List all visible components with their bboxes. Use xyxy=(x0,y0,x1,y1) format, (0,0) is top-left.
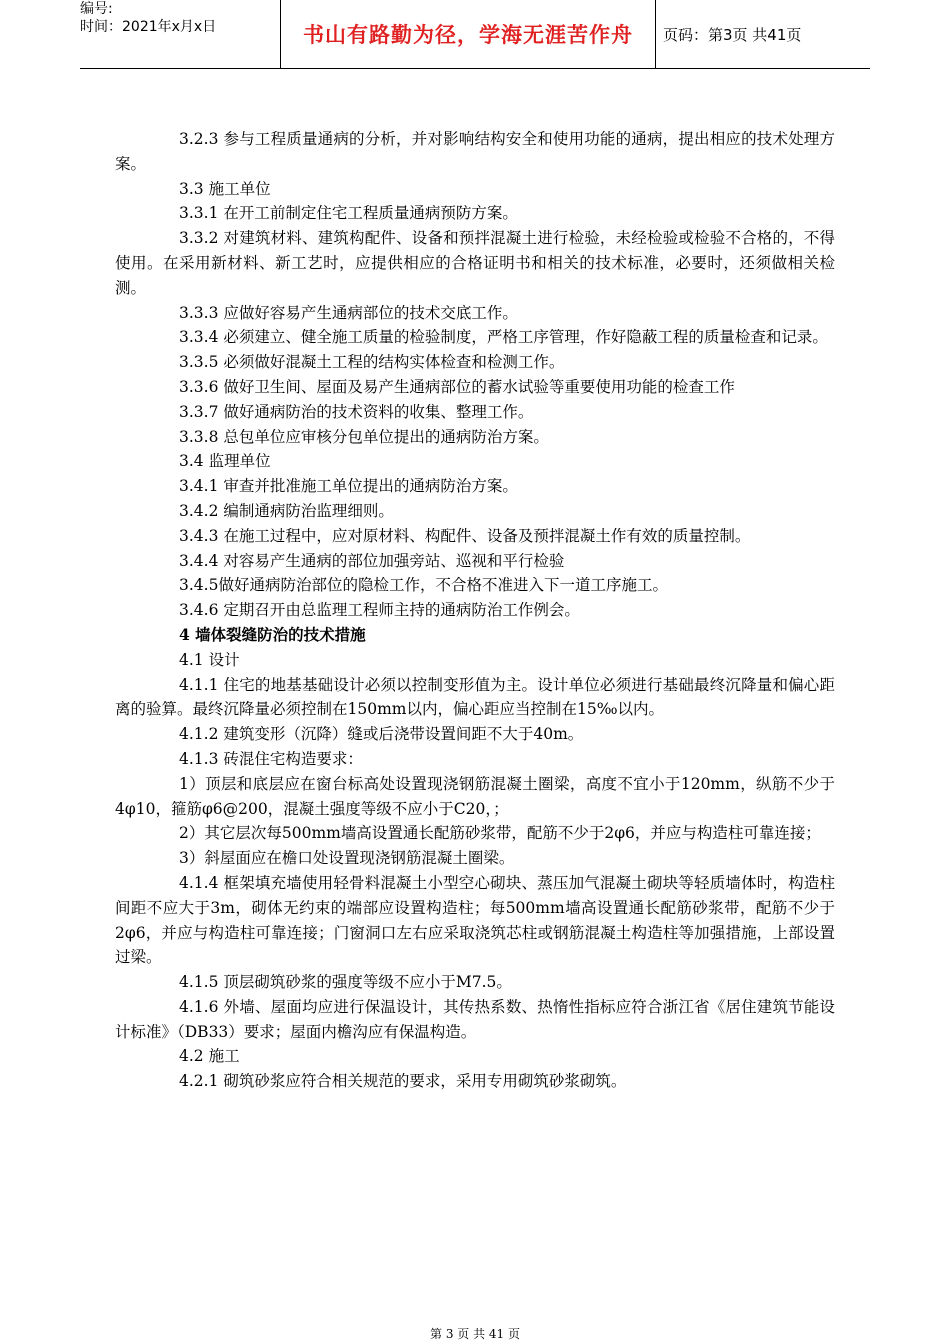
paragraph: 3.4.5做好通病防治部位的隐检工作，不合格不准进入下一道工序施工。 xyxy=(179,576,668,595)
list-item: 2）其它层次每500mm墙高设置通长配筋砂浆带，配筋不少于2φ6，并应与构造柱可靠连接； xyxy=(179,824,821,843)
section-heading: 4.1 设计 xyxy=(179,650,240,669)
paragraph: 3.4.2 编制通病防治监理细则。 xyxy=(179,501,394,520)
paragraph: 3.3.2 对建筑材料、建筑构配件、设备和预拌混凝土进行检验，未经检验或检验不合格的，不得使用。在采用新材料、新工艺时，应提供相应的合格证明书和相关的技术标准，必要时，还须做相关检测。 xyxy=(115,229,835,297)
paragraph: 3.3.3 应做好容易产生通病部位的技术交底工作。 xyxy=(179,303,518,322)
paragraph: 4.1.4 框架填充墙使用轻骨料混凝土小型空心砌块、蒸压加气混凝土砌块等轻质墙体时，构造柱间距不应大于3m，砌体无约束的端部应设置构造柱；每500mm墙高设置通长配筋砂浆带，配筋不少于2φ6，并应与构造柱可靠连接；门窗洞口左右应采取浇筑芯柱或钢筋混凝土构造柱等加强措施，上部设置过梁。 xyxy=(115,873,835,967)
paragraph: 3.3.7 做好通病防治的技术资料的收集、整理工作。 xyxy=(179,402,534,421)
document-body xyxy=(115,127,835,1094)
paragraph: 4.1.5 顶层砌筑砂浆的强度等级不应小于M7.5。 xyxy=(179,973,512,992)
paragraph: 4.1.2 建筑变形（沉降）缝或后浇带设置间距不大于40m。 xyxy=(179,725,584,744)
paragraph: 3.4.3 在施工过程中，应对原材料、构配件、设备及预拌混凝土作有效的质量控制。 xyxy=(179,526,751,545)
header-page-info: 页码：第3页 共41页 xyxy=(663,25,802,44)
section-heading: 4.2 施工 xyxy=(179,1047,240,1066)
list-item: 3）斜屋面应在檐口处设置现浇钢筋混凝土圈梁。 xyxy=(179,849,515,868)
paragraph: 3.3.1 在开工前制定住宅工程质量通病预防方案。 xyxy=(179,204,518,223)
page-header xyxy=(80,0,870,69)
number-label: 编号: xyxy=(80,1,113,17)
time-label: 时间：2021年x月x日 xyxy=(80,19,217,35)
paragraph: 3.3.6 做好卫生间、屋面及易产生通病部位的蓄水试验等重要使用功能的检查工作 xyxy=(179,377,735,396)
list-item: 1）顶层和底层应在窗台标高处设置现浇钢筋混凝土圈梁，高度不宜小于120mm，纵筋不少于4φ10，箍筋φ6@200，混凝土强度等级不应小于C20，； xyxy=(115,774,835,818)
page-footer: 第 3 页 共 41 页 xyxy=(430,1327,520,1341)
paragraph: 3.4.6 定期召开由总监理工程师主持的通病防治工作例会。 xyxy=(179,601,580,620)
section-heading: 3.4 监理单位 xyxy=(179,452,271,471)
paragraph: 4.1.6 外墙、屋面均应进行保温设计，其传热系数、热惰性指标应符合浙江省《居住建筑节能设计标准》（DB33）要求；屋面内檐沟应有保温构造。 xyxy=(115,997,835,1041)
header-motto: 书山有路勤为径，学海无涯苦作舟 xyxy=(280,0,656,68)
paragraph: 3.3.8 总包单位应审核分包单位提出的通病防治方案。 xyxy=(179,427,549,446)
paragraph: 3.4.4 对容易产生通病的部位加强旁站、巡视和平行检验 xyxy=(179,551,565,570)
header-meta xyxy=(80,0,280,68)
paragraph: 4.2.1 砌筑砂浆应符合相关规范的要求，采用专用砌筑砂浆砌筑。 xyxy=(179,1072,627,1091)
paragraph: 4.1.1 住宅的地基基础设计必须以控制变形值为主。设计单位必须进行基础最终沉降量和偏心距离的验算。最终沉降量必须控制在150mm以内，偏心距应当控制在15‰以内。 xyxy=(115,675,835,719)
chapter-heading: 4 墙体裂缝防治的技术措施 xyxy=(179,624,366,644)
paragraph: 3.3.5 必须做好混凝土工程的结构实体检查和检测工作。 xyxy=(179,353,565,372)
section-heading: 3.3 施工单位 xyxy=(179,179,271,198)
paragraph: 3.2.3 参与工程质量通病的分析，并对影响结构安全和使用功能的通病，提出相应的技术处理方案。 xyxy=(115,130,835,173)
paragraph: 4.1.3 砖混住宅构造要求： xyxy=(179,749,363,768)
paragraph: 3.3.4 必须建立、健全施工质量的检验制度，严格工序管理，作好隐蔽工程的质量检查和记录。 xyxy=(179,328,828,347)
paragraph: 3.4.1 审查并批准施工单位提出的通病防治方案。 xyxy=(179,477,518,496)
